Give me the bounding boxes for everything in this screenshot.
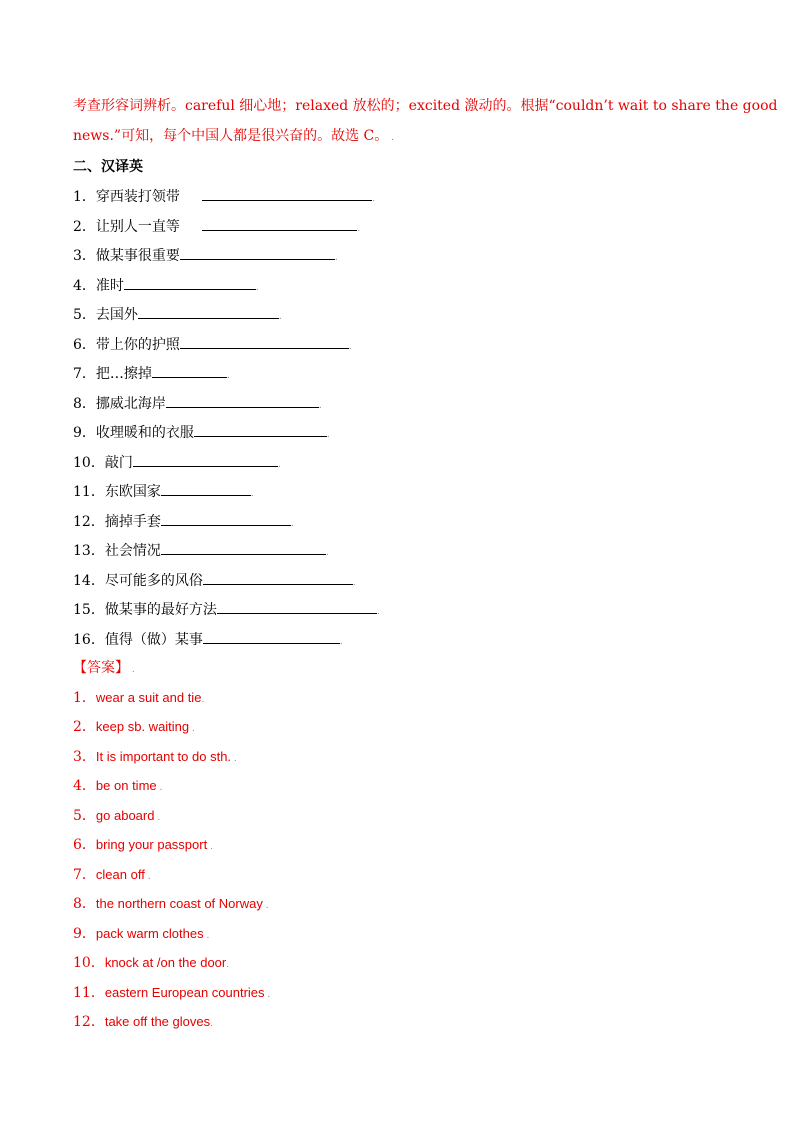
- question-item: 15．做某事的最好方法 .: [73, 599, 380, 622]
- question-item: 14．尽可能多的风俗 .: [73, 570, 356, 593]
- answer-item: 1．wear a suit and tie.: [73, 690, 205, 706]
- question-item: 2．让别人一直等 .: [73, 216, 360, 239]
- answer-item: 8．the northern coast of Norway .: [73, 896, 269, 912]
- answer-blank[interactable]: [217, 599, 377, 614]
- question-item: 6．带上你的护照 .: [73, 334, 352, 357]
- answer-item: 3．It is important to do sth. .: [73, 749, 237, 765]
- answer-blank[interactable]: [161, 511, 291, 526]
- answer-item: 2．keep sb. waiting .: [73, 719, 195, 735]
- section-title: 二、汉译英: [73, 159, 143, 175]
- question-item: 11．东欧国家 .: [73, 481, 254, 504]
- question-item: 1．穿西装打领带 .: [73, 186, 375, 209]
- question-item: 13．社会情况 .: [73, 540, 329, 563]
- answer-blank[interactable]: [194, 422, 327, 437]
- question-item: 7．把…擦掉 .: [73, 363, 230, 386]
- answer-item: 9．pack warm clothes .: [73, 926, 210, 942]
- answer-blank[interactable]: [133, 452, 278, 467]
- answer-blank[interactable]: [203, 629, 340, 644]
- answer-item: 11．eastern European countries .: [73, 985, 271, 1001]
- answer-blank[interactable]: [203, 570, 353, 585]
- question-item: 5．去国外 .: [73, 304, 282, 327]
- answer-item: 10．knock at /on the door.: [73, 955, 230, 971]
- explanation-line-1: 考查形容词辨析。careful 细心地；relaxed 放松的；excited 激动的。根据“couldn’t wait to share the good: [73, 98, 778, 114]
- answer-blank[interactable]: [202, 186, 372, 201]
- answer-blank[interactable]: [161, 540, 326, 555]
- answer-label: 【答案】 .: [73, 660, 135, 676]
- explanation-line-2: news.”可知，每个中国人都是很兴奋的。故选 C。 .: [73, 128, 394, 144]
- answer-blank[interactable]: [152, 363, 227, 378]
- question-item: 4．准时 .: [73, 275, 259, 298]
- answer-item: 7．clean off .: [73, 867, 151, 883]
- answer-blank[interactable]: [180, 245, 335, 260]
- answer-item: 4．be on time .: [73, 778, 163, 794]
- answer-blank[interactable]: [138, 304, 279, 319]
- answer-blank[interactable]: [180, 334, 349, 349]
- question-item: 12．摘掉手套 .: [73, 511, 294, 534]
- answer-blank[interactable]: [124, 275, 256, 290]
- question-item: 9．收理暖和的衣服 .: [73, 422, 330, 445]
- answer-item: 5．go aboard .: [73, 808, 161, 824]
- question-item: 8．挪威北海岸 .: [73, 393, 322, 416]
- answer-item: 12．take off the gloves.: [73, 1014, 213, 1030]
- answer-blank[interactable]: [202, 216, 357, 231]
- answer-blank[interactable]: [161, 481, 251, 496]
- answer-blank[interactable]: [166, 393, 319, 408]
- answer-item: 6．bring your passport .: [73, 837, 213, 853]
- question-item: 16．值得（做）某事 .: [73, 629, 343, 652]
- question-item: 3．做某事很重要 .: [73, 245, 338, 268]
- question-item: 10．敲门 .: [73, 452, 281, 475]
